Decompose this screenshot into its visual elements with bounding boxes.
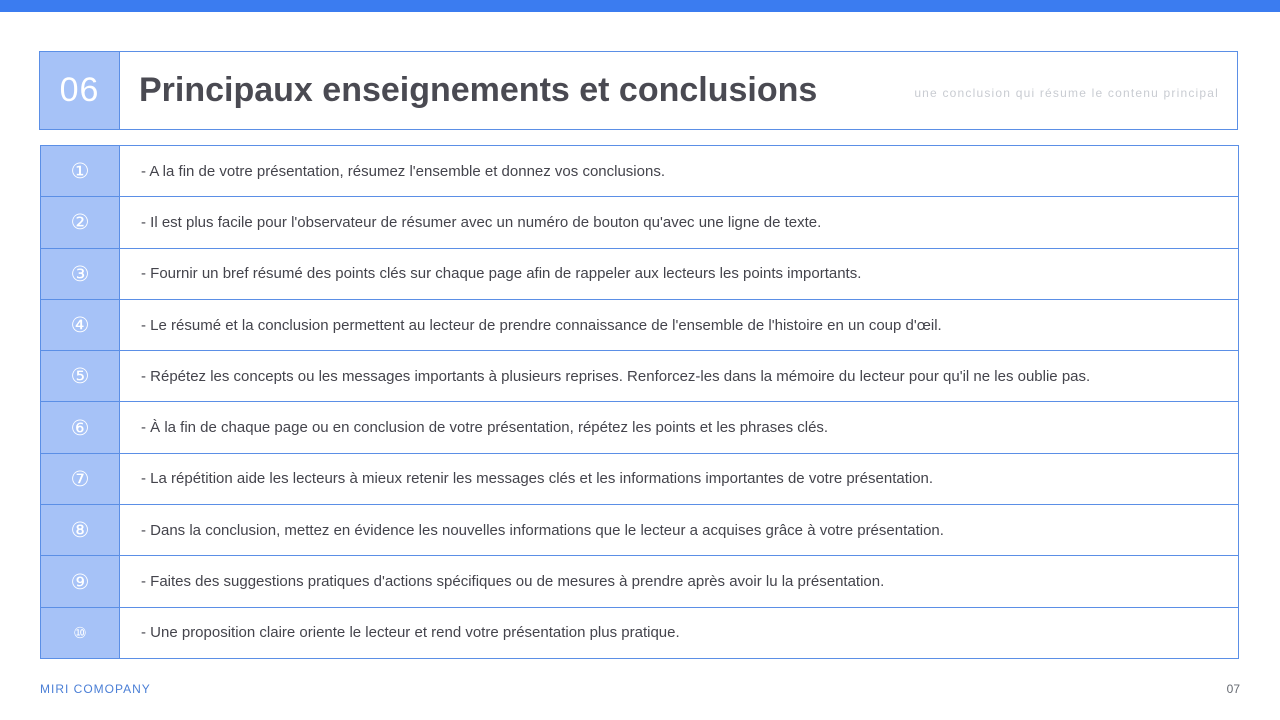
list-item bbox=[40, 351, 1239, 402]
item-number: ⑥ bbox=[40, 402, 120, 452]
page-number: 07 bbox=[1226, 682, 1240, 696]
item-number: ⑤ bbox=[40, 351, 120, 401]
item-number: ⑧ bbox=[40, 505, 120, 555]
item-text: - À la fin de chaque page ou en conclusion de votre présentation, répétez les points et les phrases clés. bbox=[120, 402, 1239, 452]
item-number: ② bbox=[40, 197, 120, 247]
list-item bbox=[40, 300, 1239, 351]
item-text: - Une proposition claire oriente le lecteur et rend votre présentation plus pratique. bbox=[120, 608, 1239, 658]
footer-brand: MIRI COMOPANY bbox=[40, 682, 151, 696]
top-accent-bar bbox=[0, 0, 1280, 12]
item-text: - Dans la conclusion, mettez en évidence les nouvelles informations que le lecteur a acquises grâce à votre présentation. bbox=[120, 505, 1239, 555]
list-item bbox=[40, 402, 1239, 453]
item-text: - La répétition aide les lecteurs à mieux retenir les messages clés et les informations importantes de votre présentation. bbox=[120, 454, 1239, 504]
item-text: - A la fin de votre présentation, résumez l'ensemble et donnez vos conclusions. bbox=[120, 146, 1239, 196]
item-number: ① bbox=[40, 146, 120, 196]
item-text: - Il est plus facile pour l'observateur de résumer avec un numéro de bouton qu'avec une ligne de texte. bbox=[120, 197, 1239, 247]
slide-header bbox=[39, 51, 1238, 130]
item-text: - Le résumé et la conclusion permettent au lecteur de prendre connaissance de l'ensemble de l'histoire en un coup d'œil. bbox=[120, 300, 1239, 350]
item-number: ④ bbox=[40, 300, 120, 350]
list-item bbox=[40, 454, 1239, 505]
list-item bbox=[40, 505, 1239, 556]
list-item bbox=[40, 197, 1239, 248]
item-text: - Faites des suggestions pratiques d'actions spécifiques ou de mesures à prendre après avoir lu la présentation. bbox=[120, 556, 1239, 606]
item-text: - Répétez les concepts ou les messages importants à plusieurs reprises. Renforcez-les dans la mémoire du lecteur pour qu'il ne les oublie pas. bbox=[120, 351, 1239, 401]
item-number: ⑩ bbox=[40, 608, 120, 658]
item-text: - Fournir un bref résumé des points clés sur chaque page afin de rappeler aux lecteurs les points importants. bbox=[120, 249, 1239, 299]
item-number: ⑨ bbox=[40, 556, 120, 606]
list-item bbox=[40, 556, 1239, 607]
section-number: 06 bbox=[40, 52, 120, 129]
slide-subtitle: une conclusion qui résume le contenu principal bbox=[914, 86, 1219, 100]
conclusions-list bbox=[40, 145, 1239, 659]
list-item bbox=[40, 608, 1239, 659]
list-item bbox=[40, 249, 1239, 300]
list-item bbox=[40, 146, 1239, 197]
slide-title: Principaux enseignements et conclusions bbox=[139, 71, 818, 109]
item-number: ⑦ bbox=[40, 454, 120, 504]
item-number: ③ bbox=[40, 249, 120, 299]
